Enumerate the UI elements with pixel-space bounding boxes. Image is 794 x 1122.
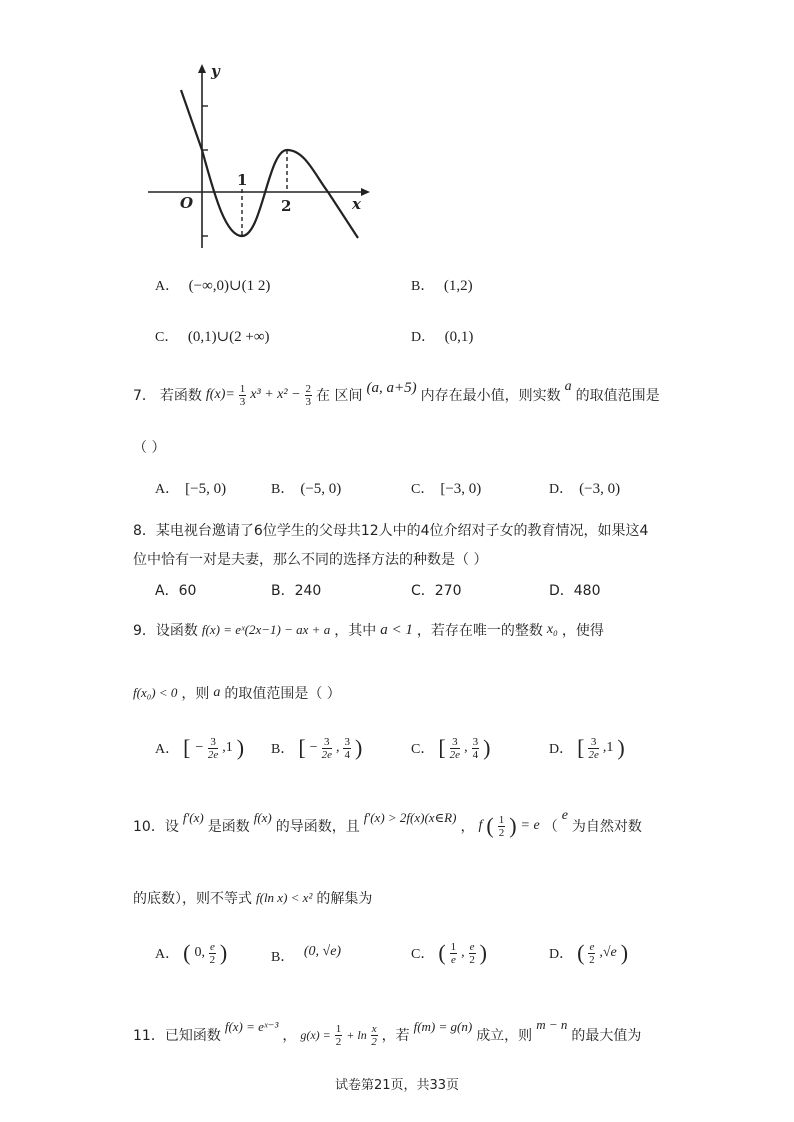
q7-option-c: C． [−3, 0) bbox=[411, 481, 482, 497]
q8-option-a: A．60 bbox=[155, 583, 197, 599]
q6-option-d: D． (0,1) bbox=[411, 329, 474, 345]
x-axis-arrow bbox=[361, 188, 370, 196]
q8-option-c: C．270 bbox=[411, 583, 462, 599]
q10-option-a: A． ( 0, $\frac{e}{2}$ ) bbox=[155, 940, 228, 966]
y-axis-label: y bbox=[211, 62, 220, 80]
y-axis-arrow bbox=[198, 64, 206, 73]
q10-option-b: B． (0, √e) bbox=[271, 944, 342, 965]
q7-bracket: （ ） bbox=[133, 440, 166, 456]
q8-line2: 位中恰有一对是夫妻，那么不同的选择方法的种数是（ ） bbox=[133, 552, 488, 568]
fraction-one-third: $\frac{1}{3}$ bbox=[239, 382, 246, 408]
q10-stem: 10．设 f′(x) 是函数 f(x) 的导函数，且 f′(x) > 2f(x)(x∈R) ， f ( $\frac{1}{2}$ ) = e （ e 为自然对数 bbox=[133, 808, 642, 839]
q6-option-a: A． (−∞,0)∪(1 2) bbox=[155, 278, 271, 294]
q9-option-d: D． [ $\frac{3}{2e}$ ,1 ) bbox=[549, 735, 625, 761]
tick-label-1: 1 bbox=[237, 171, 248, 189]
q11-stem: 11．已知函数 f(x) = eˣ⁻³ ， g(x) = $\frac{1}{2}$ + ln $\frac{x}{2}$ ，若 f(m) = g(n) 成立，则 m − n 的最大值为 bbox=[133, 1017, 642, 1048]
q8-option-d: D．480 bbox=[549, 583, 601, 599]
q9-option-a: A． [ − $\frac{3}{2e}$ ,1 ) bbox=[155, 735, 245, 761]
fraction-x-over-2: $\frac{x}{2}$ bbox=[371, 1022, 377, 1048]
q9-option-c: C． [ $\frac{3}{2e}$ , $\frac{3}{4}$ ) bbox=[411, 735, 491, 761]
q7-stem: 7． 若函数 f(x)= $\frac{1}{3}$ x³ + x² − $\frac{2}{3}$ 在 区间 (a, a+5) 内存在最小值，则实数 a 的取值范围是 bbox=[133, 379, 660, 408]
x-axis-label: x bbox=[352, 195, 361, 213]
q8-line1: 8．某电视台邀请了6位学生的父母共12人中的4位介绍对子女的教育情况，如果这4 bbox=[133, 523, 649, 539]
q6-option-c: C． (0,1)∪(2 +∞) bbox=[155, 329, 270, 345]
fraction-one-half: $\frac{1}{2}$ bbox=[498, 813, 505, 839]
origin-label: O bbox=[180, 194, 194, 212]
function-curve bbox=[181, 90, 358, 238]
fraction-one-half: $\frac{1}{2}$ bbox=[335, 1022, 342, 1048]
tick-label-2: 2 bbox=[281, 197, 292, 215]
q9-line2: f(x₀) < 0 ，则 a 的取值范围是（ ） bbox=[133, 685, 341, 702]
q9-option-b: B． [ − $\frac{3}{2e}$ , $\frac{3}{4}$ ) bbox=[271, 735, 363, 761]
fraction-two-thirds: $\frac{2}{3}$ bbox=[305, 382, 312, 408]
q8-option-b: B．240 bbox=[271, 583, 322, 599]
q7-option-d: D． (−3, 0) bbox=[549, 481, 621, 497]
q10-option-c: C． ( $\frac{1}{e}$ , $\frac{e}{2}$ ) bbox=[411, 940, 487, 966]
page-footer: 试卷第21页，共33页 bbox=[334, 1078, 460, 1093]
q6-option-b: B． (1,2) bbox=[411, 278, 473, 294]
q9-stem: 9．设函数 f(x) = eˣ(2x−1) − ax + a ，其中 a < 1 ，若存在唯一的整数 x₀ ，使得 bbox=[133, 621, 604, 639]
q10-option-d: D． ( $\frac{e}{2}$ ,√e ) bbox=[549, 940, 629, 966]
q7-option-b: B． (−5, 0) bbox=[271, 481, 342, 497]
q10-line2: 的底数），则不等式 f(ln x) < x² 的解集为 bbox=[133, 890, 373, 907]
q7-option-a: A． [−5, 0) bbox=[155, 481, 227, 497]
